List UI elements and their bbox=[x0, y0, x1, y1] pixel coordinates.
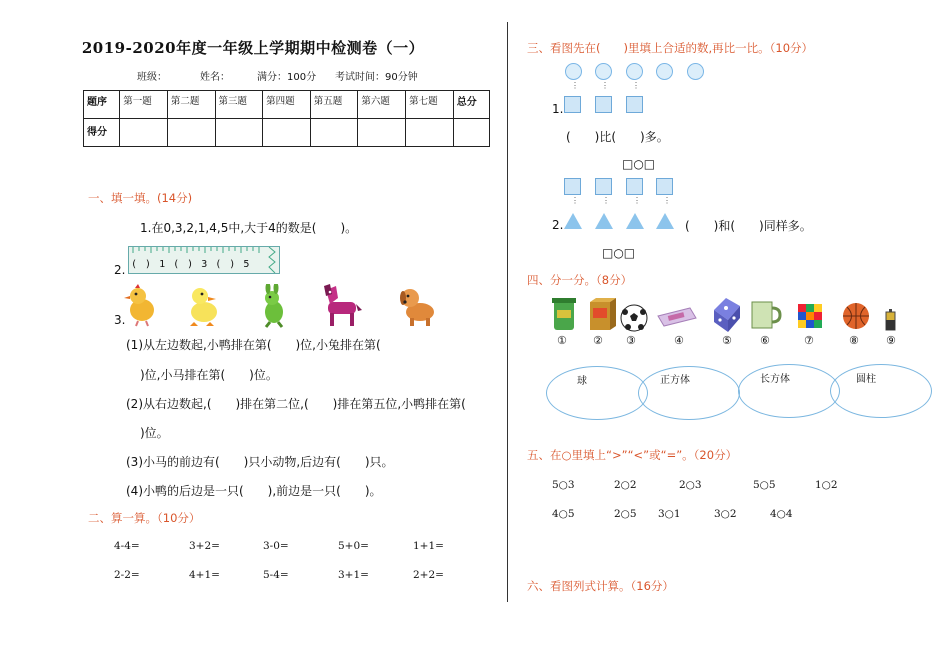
compare-item[interactable]: 1○2 bbox=[815, 479, 838, 491]
score-cell[interactable] bbox=[406, 119, 454, 147]
oval-cylinder[interactable] bbox=[830, 364, 932, 418]
object-number: ⑥ bbox=[760, 334, 770, 347]
circle-shape bbox=[565, 63, 582, 80]
triangle-shape bbox=[626, 213, 644, 229]
calc-item: 5+0= bbox=[338, 540, 369, 552]
score-cell[interactable] bbox=[120, 119, 168, 147]
table-header: 总分 bbox=[453, 91, 489, 119]
triangle-shape bbox=[564, 213, 582, 229]
exam-time: 考试时间：90分钟 bbox=[335, 72, 418, 83]
basketball-icon bbox=[843, 303, 869, 329]
object-number: ① bbox=[557, 334, 567, 347]
q3-line4: )位。 bbox=[140, 426, 169, 440]
dot-connector: ⋮ bbox=[571, 196, 579, 205]
table-header: 第一题 bbox=[120, 91, 168, 119]
compare-item[interactable]: 2○2 bbox=[614, 479, 637, 491]
triangle-shape bbox=[595, 213, 613, 229]
object-number: ④ bbox=[674, 334, 684, 347]
oval-label-cube: 正方体 bbox=[660, 375, 690, 386]
object-number: ③ bbox=[626, 334, 636, 347]
calc-item: 2-2= bbox=[114, 569, 140, 581]
table-header: 第七题 bbox=[406, 91, 454, 119]
cup-icon bbox=[552, 298, 576, 330]
compare-item[interactable]: 4○4 bbox=[770, 508, 793, 520]
triangle-shape bbox=[656, 213, 674, 229]
object-number: ⑦ bbox=[804, 334, 814, 347]
full-score: 满分：100分 bbox=[257, 72, 317, 83]
compare-item[interactable]: 2○3 bbox=[679, 479, 702, 491]
circle-shape bbox=[626, 63, 643, 80]
calc-item: 2+2= bbox=[413, 569, 444, 581]
q3-line5: (3)小马的前边有( )只小动物,后边有( )只。 bbox=[126, 455, 394, 469]
table-header: 题序 bbox=[84, 91, 120, 119]
q3-1-number: 1. bbox=[552, 102, 564, 116]
section5-heading: 五、在○里填上“>”“<”或“=”。（20分） bbox=[527, 448, 738, 462]
table-header: 第三题 bbox=[215, 91, 263, 119]
q3-line3: (2)从右边数起,( )排在第二位,( )排在第五位,小鸭排在第( bbox=[126, 397, 466, 411]
compare-boxes-1[interactable]: □○□ bbox=[622, 157, 656, 171]
section3-heading: 三、看图先在( )里填上合适的数,再比一比。（10分） bbox=[527, 41, 814, 55]
compare-text-2: ( )和( )同样多。 bbox=[685, 219, 812, 233]
calc-item: 4+1= bbox=[189, 569, 220, 581]
box-icon bbox=[590, 298, 616, 330]
q2-number: 2. bbox=[114, 263, 126, 277]
section2-heading: 二、算一算。（10分） bbox=[88, 511, 201, 525]
dot-connector: ⋮ bbox=[663, 196, 671, 205]
compare-item[interactable]: 3○2 bbox=[714, 508, 737, 520]
football-icon bbox=[621, 305, 647, 331]
object-number: ⑨ bbox=[886, 334, 896, 347]
section4-heading: 四、分一分。（8分） bbox=[527, 273, 633, 287]
chick-icon bbox=[124, 284, 154, 326]
row-label: 得分 bbox=[84, 119, 120, 147]
square-shape bbox=[656, 178, 673, 195]
compare-text-1: ( )比( )多。 bbox=[566, 130, 669, 144]
dot-connector: ⋮ bbox=[601, 81, 609, 90]
q3-line2: )位,小马排在第( )位。 bbox=[140, 368, 278, 382]
square-shape bbox=[626, 96, 643, 113]
ruler-text: ( ) 1 ( ) 3 ( ) 5 bbox=[131, 259, 251, 270]
ruler-image bbox=[128, 246, 280, 274]
rubik-cube-icon bbox=[798, 304, 822, 328]
class-label: 班级： bbox=[137, 72, 167, 83]
calc-item: 1+1= bbox=[413, 540, 444, 552]
score-cell[interactable] bbox=[215, 119, 263, 147]
square-shape bbox=[626, 178, 643, 195]
table-header: 第六题 bbox=[358, 91, 406, 119]
section6-heading: 六、看图列式计算。（16分） bbox=[527, 579, 674, 593]
compare-item[interactable]: 3○1 bbox=[658, 508, 681, 520]
oval-label-cylinder: 圆柱 bbox=[856, 374, 876, 385]
calc-item: 3+2= bbox=[189, 540, 220, 552]
score-table bbox=[83, 90, 490, 147]
q3-line6: (4)小鸭的后边是一只( ),前边是一只( )。 bbox=[126, 484, 382, 498]
score-cell[interactable] bbox=[263, 119, 311, 147]
circle-shape bbox=[595, 63, 612, 80]
name-label: 姓名： bbox=[200, 72, 230, 83]
calc-item: 3+1= bbox=[338, 569, 369, 581]
compare-item[interactable]: 5○5 bbox=[753, 479, 776, 491]
column-divider bbox=[507, 22, 508, 602]
animals-row bbox=[122, 284, 452, 328]
compare-item[interactable]: 4○5 bbox=[552, 508, 575, 520]
circle-shape bbox=[687, 63, 704, 80]
score-cell[interactable] bbox=[453, 119, 489, 147]
battery-icon bbox=[886, 309, 895, 330]
table-header: 第二题 bbox=[167, 91, 215, 119]
object-number: ⑧ bbox=[849, 334, 859, 347]
table-header: 第五题 bbox=[310, 91, 358, 119]
oval-label-sphere: 球 bbox=[577, 376, 587, 387]
duck-icon bbox=[190, 288, 217, 326]
rabbit-icon bbox=[265, 284, 283, 327]
page-title: 2019-2020年度一年级上学期期中检测卷（一） bbox=[81, 39, 425, 57]
dot-connector: ⋮ bbox=[602, 196, 610, 205]
object-number: ② bbox=[593, 334, 603, 347]
calc-item: 4-4= bbox=[114, 540, 140, 552]
compare-item[interactable]: 5○3 bbox=[552, 479, 575, 491]
oval-label-cuboid: 长方体 bbox=[760, 374, 790, 385]
square-shape bbox=[564, 178, 581, 195]
square-shape bbox=[595, 96, 612, 113]
section1-heading: 一、填一填。(14分) bbox=[88, 191, 193, 205]
q1-text: 1.在0,3,2,1,4,5中,大于4的数是( )。 bbox=[140, 221, 358, 235]
calc-item: 5-4= bbox=[263, 569, 289, 581]
square-shape bbox=[595, 178, 612, 195]
pencil-case-icon bbox=[658, 308, 696, 326]
q3-number: 3. bbox=[114, 313, 126, 327]
compare-item[interactable]: 2○5 bbox=[614, 508, 637, 520]
score-cell[interactable] bbox=[358, 119, 406, 147]
dot-connector: ⋮ bbox=[571, 81, 579, 90]
q3-2-number: 2. bbox=[552, 218, 564, 232]
dot-connector: ⋮ bbox=[633, 196, 641, 205]
object-number: ⑤ bbox=[722, 334, 732, 347]
circle-shape bbox=[656, 63, 673, 80]
objects-row bbox=[548, 296, 908, 334]
dice-icon bbox=[714, 298, 740, 332]
calc-item: 3-0= bbox=[263, 540, 289, 552]
mug-icon bbox=[752, 302, 780, 328]
oval-sphere[interactable] bbox=[546, 366, 648, 420]
compare-boxes-2[interactable]: □○□ bbox=[602, 246, 636, 260]
score-cell[interactable] bbox=[167, 119, 215, 147]
q3-line1: (1)从左边数起,小鸭排在第( )位,小兔排在第( bbox=[126, 338, 381, 352]
score-cell[interactable] bbox=[310, 119, 358, 147]
dog-icon bbox=[400, 289, 434, 326]
horse-icon bbox=[324, 284, 362, 326]
table-header: 第四题 bbox=[263, 91, 311, 119]
dot-connector: ⋮ bbox=[632, 81, 640, 90]
square-shape bbox=[564, 96, 581, 113]
